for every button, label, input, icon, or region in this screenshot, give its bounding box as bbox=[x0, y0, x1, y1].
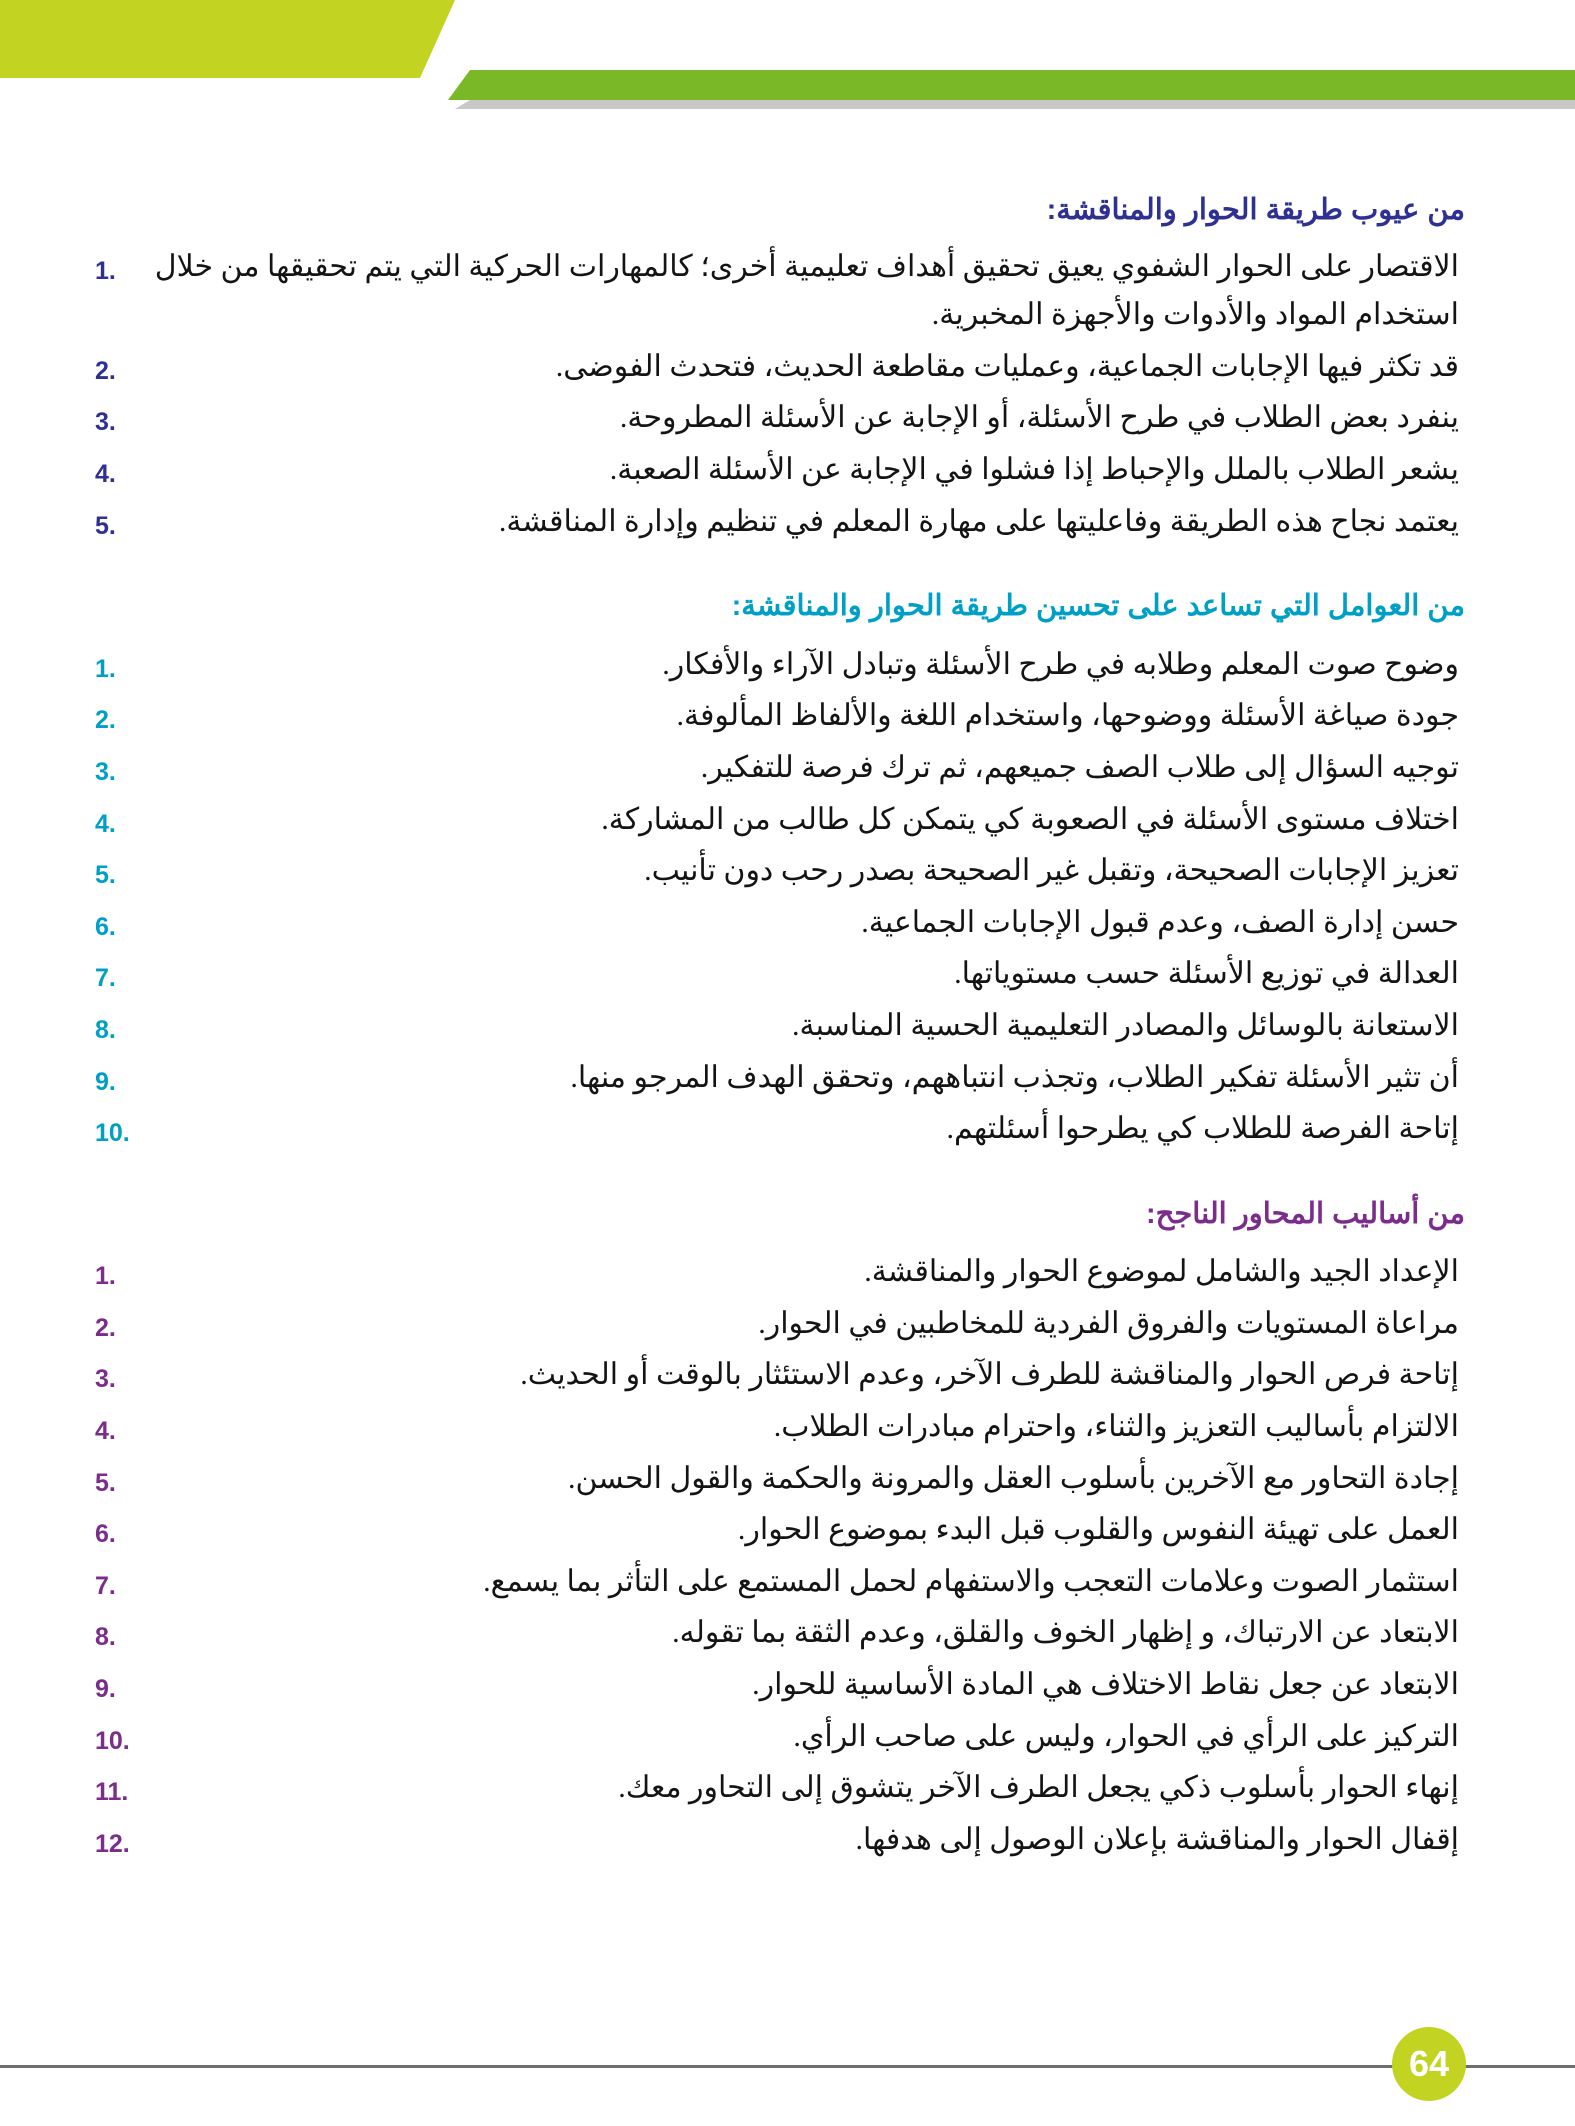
list-item-text: قد تكثر فيها الإجابات الجماعية، وعمليات مقاطعة الحديث، فتحدث الفوضى. bbox=[555, 349, 1459, 383]
page-content bbox=[95, 190, 1465, 1886]
list-item-number: 7. bbox=[95, 964, 116, 993]
list-item bbox=[95, 1661, 1465, 1710]
list-item-text: اختلاف مستوى الأسئلة في الصعوبة كي يتمكن كل طالب من المشاركة. bbox=[601, 802, 1459, 836]
section-list bbox=[95, 641, 1465, 1154]
list-item-text: مراعاة المستويات والفروق الفردية للمخاطبين في الحوار. bbox=[758, 1306, 1459, 1340]
list-item-number: 8. bbox=[95, 1015, 116, 1044]
list-item-number: 3. bbox=[95, 757, 116, 786]
list-item-number: 3. bbox=[95, 408, 116, 437]
list-item-text: وضوح صوت المعلم وطلابه في طرح الأسئلة وتبادل الآراء والأفكار. bbox=[662, 647, 1459, 681]
section-improvement-factors bbox=[95, 586, 1465, 1154]
list-item bbox=[95, 950, 1465, 999]
list-item bbox=[95, 1002, 1465, 1051]
list-item bbox=[95, 796, 1465, 845]
list-item-text: إتاحة الفرصة للطلاب كي يطرحوا أسئلتهم. bbox=[946, 1112, 1459, 1146]
list-item-text: أن تثير الأسئلة تفكير الطلاب، وتجذب انتباههم، وتحقق الهدف المرجو منها. bbox=[570, 1060, 1459, 1094]
list-item-text: الابتعاد عن الارتباك، و إظهار الخوف والقلق، وعدم الثقة بما تقوله. bbox=[672, 1616, 1459, 1650]
section-title: من العوامل التي تساعد على تحسين طريقة الحوار والمناقشة: bbox=[731, 590, 1465, 623]
list-item bbox=[95, 1506, 1465, 1555]
section-list bbox=[95, 1248, 1465, 1864]
list-item bbox=[95, 343, 1465, 392]
decorative-banner bbox=[0, 0, 1575, 130]
list-item bbox=[95, 1609, 1465, 1658]
banner-shadow-bar bbox=[470, 100, 1575, 109]
banner-yellow-bar bbox=[0, 0, 420, 78]
list-item bbox=[95, 446, 1465, 495]
list-item-text: إتاحة فرص الحوار والمناقشة للطرف الآخر، وعدم الاستئثار بالوقت أو الحديث. bbox=[520, 1358, 1459, 1392]
list-item-number: 10. bbox=[95, 1726, 130, 1755]
list-item-text: ينفرد بعض الطلاب في طرح الأسئلة، أو الإجابة عن الأسئلة المطروحة. bbox=[619, 401, 1459, 435]
list-item-text: توجيه السؤال إلى طلاب الصف جميعهم، ثم ترك فرصة للتفكير. bbox=[700, 750, 1459, 784]
list-item-text: العمل على تهيئة النفوس والقلوب قبل البدء بموضوع الحوار. bbox=[737, 1513, 1459, 1547]
list-item bbox=[95, 1713, 1465, 1762]
list-item bbox=[95, 847, 1465, 896]
list-item bbox=[95, 1351, 1465, 1400]
list-item bbox=[95, 1054, 1465, 1103]
list-item-number: 2. bbox=[95, 356, 116, 385]
banner-green-tip bbox=[448, 70, 470, 100]
list-item-number: 2. bbox=[95, 1313, 116, 1342]
section-disadvantages bbox=[95, 190, 1465, 546]
list-item-text: الإعداد الجيد والشامل لموضوع الحوار والمناقشة. bbox=[864, 1255, 1459, 1289]
list-item-text: التركيز على الرأي في الحوار، وليس على صاحب الرأي. bbox=[793, 1719, 1459, 1753]
banner-shadow-tip bbox=[455, 100, 470, 109]
footer-divider bbox=[0, 2065, 1575, 2068]
list-item-text: جودة صياغة الأسئلة ووضوحها، واستخدام اللغة والألفاظ المألوفة. bbox=[676, 699, 1459, 733]
list-item-number: 5. bbox=[95, 861, 116, 890]
list-item bbox=[95, 394, 1465, 443]
list-item-text: يعتمد نجاح هذه الطريقة وفاعليتها على مهارة المعلم في تنظيم وإدارة المناقشة. bbox=[498, 504, 1459, 538]
list-item bbox=[95, 744, 1465, 793]
list-item bbox=[95, 498, 1465, 547]
section-list bbox=[95, 243, 1465, 547]
list-item-number: 1. bbox=[95, 256, 116, 285]
list-item-number: 4. bbox=[95, 1417, 116, 1446]
list-item-text: الابتعاد عن جعل نقاط الاختلاف هي المادة الأساسية للحوار. bbox=[752, 1668, 1459, 1702]
list-item-text: إجادة التحاور مع الآخرين بأسلوب العقل والمرونة والحكمة والقول الحسن. bbox=[568, 1461, 1459, 1495]
section-title: من أساليب المحاور الناجح: bbox=[1145, 1197, 1465, 1230]
list-item-number: 1. bbox=[95, 654, 116, 683]
list-item bbox=[95, 1105, 1465, 1154]
list-item-text: إقفال الحوار والمناقشة بإعلان الوصول إلى هدفها. bbox=[855, 1822, 1459, 1856]
list-item-number: 4. bbox=[95, 809, 116, 838]
list-item-number: 4. bbox=[95, 459, 116, 488]
list-item-number: 8. bbox=[95, 1623, 116, 1652]
list-item bbox=[95, 1558, 1465, 1607]
list-item bbox=[95, 899, 1465, 948]
list-item bbox=[95, 1248, 1465, 1297]
list-item-number: 3. bbox=[95, 1365, 116, 1394]
list-item-text: حسن إدارة الصف، وعدم قبول الإجابات الجماعية. bbox=[861, 905, 1459, 939]
banner-green-bar bbox=[470, 70, 1575, 100]
list-item-number: 5. bbox=[95, 1468, 116, 1497]
list-item-text: استثمار الصوت وعلامات التعجب والاستفهام لحمل المستمع على التأثر بما يسمع. bbox=[483, 1564, 1459, 1598]
list-item-number: 1. bbox=[95, 1262, 116, 1291]
list-item-text: إنهاء الحوار بأسلوب ذكي يجعل الطرف الآخر يتشوق إلى التحاور معك. bbox=[618, 1771, 1459, 1805]
list-item-text: العدالة في توزيع الأسئلة حسب مستوياتها. bbox=[954, 957, 1459, 991]
list-item bbox=[95, 1764, 1465, 1813]
section-title: من عيوب طريقة الحوار والمناقشة: bbox=[1046, 194, 1465, 226]
list-item-text: الاقتصار على الحوار الشفوي يعيق تحقيق أهداف تعليمية أخرى؛ كالمهارات الحركية التي يتم تحقيقها من خلال استخدام المواد والأدوات والأجهزة المخبرية. bbox=[154, 249, 1459, 332]
page-number-badge: 64 bbox=[1392, 2027, 1466, 2101]
list-item bbox=[95, 1455, 1465, 1504]
list-item-text: يشعر الطلاب بالملل والإحباط إذا فشلوا في الإجابة عن الأسئلة الصعبة. bbox=[609, 452, 1459, 486]
list-item-number: 2. bbox=[95, 706, 116, 735]
list-item-text: الاستعانة بالوسائل والمصادر التعليمية الحسية المناسبة. bbox=[792, 1008, 1459, 1042]
list-item-text: الالتزام بأساليب التعزيز والثناء، واحترام مبادرات الطلاب. bbox=[773, 1410, 1459, 1444]
section-successful-dialogue-methods bbox=[95, 1194, 1465, 1865]
list-item-number: 11. bbox=[95, 1778, 129, 1807]
list-item-number: 9. bbox=[95, 1675, 116, 1704]
list-item-number: 9. bbox=[95, 1067, 116, 1096]
list-item-number: 7. bbox=[95, 1571, 116, 1600]
list-item-number: 6. bbox=[95, 912, 116, 941]
list-item bbox=[95, 692, 1465, 741]
list-item bbox=[95, 243, 1465, 340]
list-item-number: 10. bbox=[95, 1119, 130, 1148]
list-item-number: 6. bbox=[95, 1520, 116, 1549]
banner-yellow-tip bbox=[420, 0, 455, 78]
list-item-number: 12. bbox=[95, 1829, 130, 1858]
list-item bbox=[95, 641, 1465, 690]
list-item bbox=[95, 1816, 1465, 1865]
list-item-text: تعزيز الإجابات الصحيحة، وتقبل غير الصحيحة بصدر رحب دون تأنيب. bbox=[644, 854, 1459, 888]
list-item bbox=[95, 1300, 1465, 1349]
list-item bbox=[95, 1403, 1465, 1452]
list-item-number: 5. bbox=[95, 511, 116, 540]
